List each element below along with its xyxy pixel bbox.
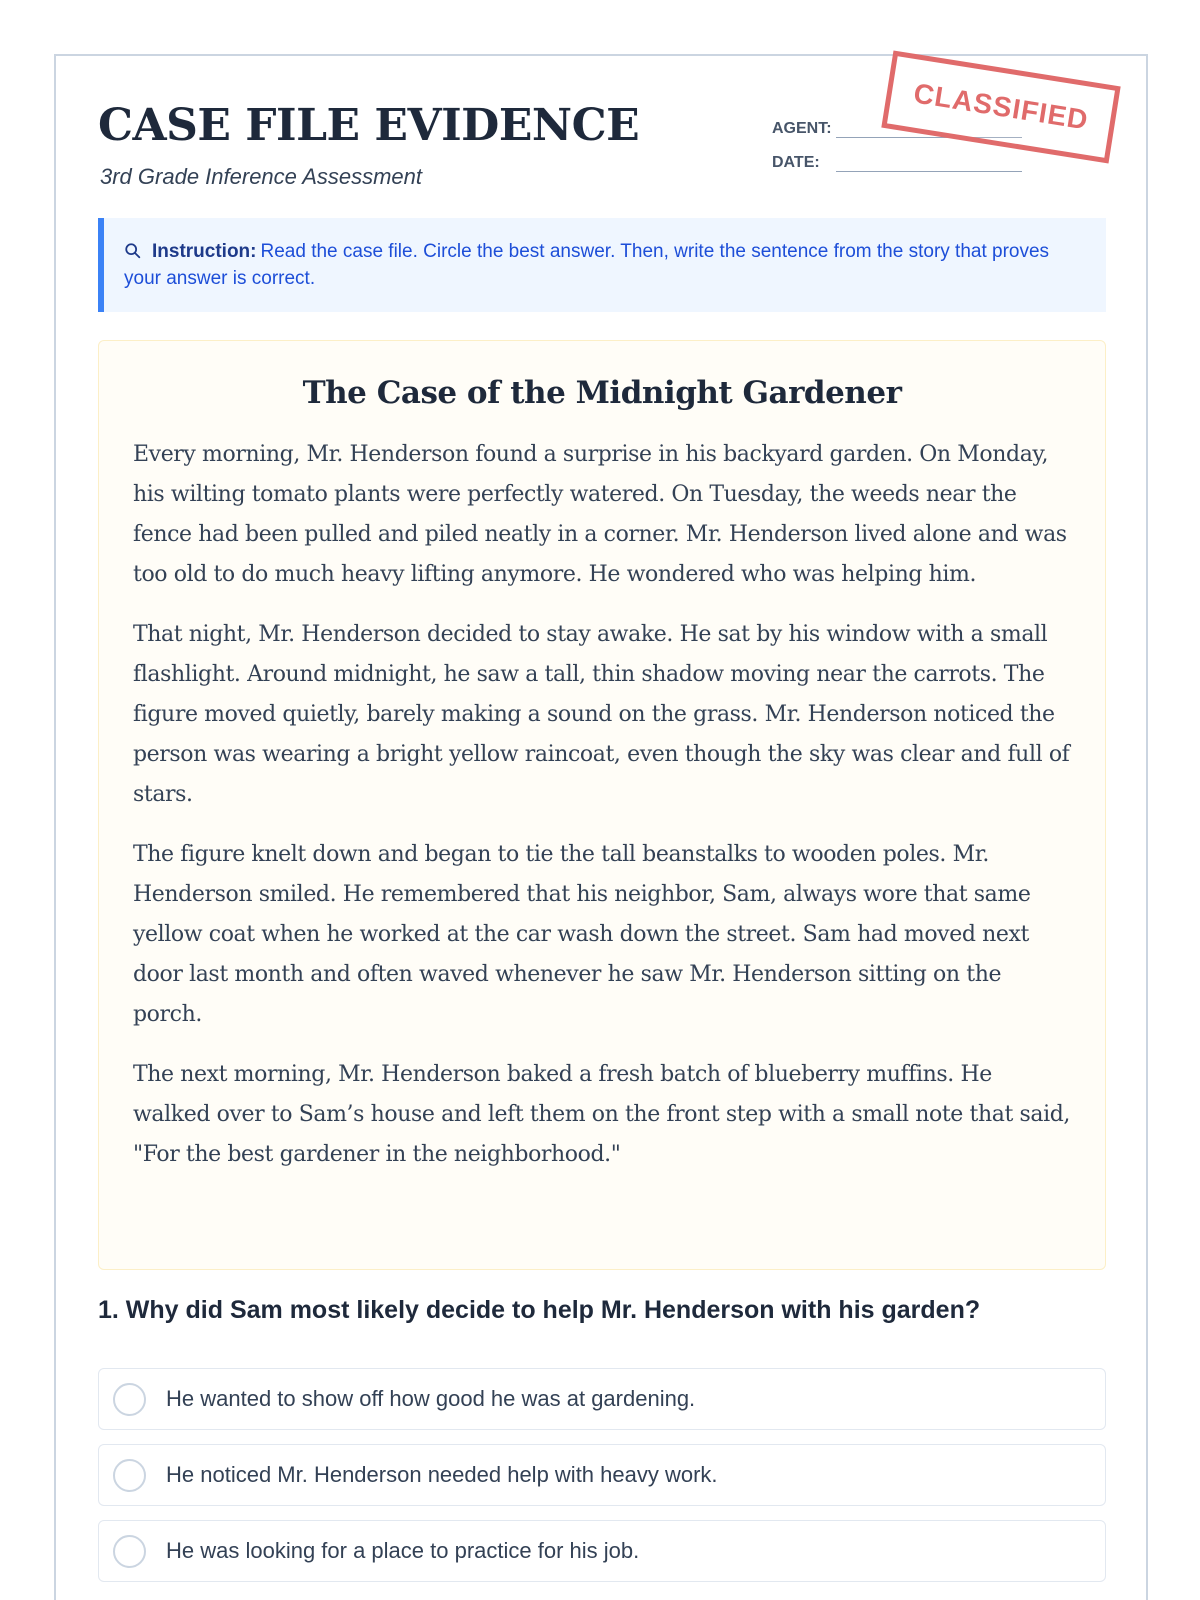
worksheet-page xyxy=(54,54,1148,1600)
answer-text: He was looking for a place to practice for his job. xyxy=(166,1538,640,1563)
answer-option-a[interactable] xyxy=(98,1368,1106,1430)
answer-option-c[interactable] xyxy=(98,1520,1106,1582)
search-icon xyxy=(124,242,142,260)
date-label: DATE: xyxy=(772,154,820,171)
story-paragraph: Every morning, Mr. Henderson found a surprise in his backyard garden. On Monday, his wilting tomato plants were perfectly watered. On Tuesday, the weeds near the fence had been pulled and piled neatly in a corner. Mr. Henderson lived alone and was too old to do much heavy lifting anymore. He wondered who was helping him. xyxy=(133,442,1067,587)
answer-text: He wanted to show off how good he was at gardening. xyxy=(166,1386,696,1411)
radio-button[interactable] xyxy=(113,1459,146,1492)
answer-text: He noticed Mr. Henderson needed help with heavy work. xyxy=(166,1462,718,1487)
story-paragraph: The figure knelt down and began to tie the tall beanstalks to wooden poles. Mr. Henderson smiled. He remembered that his neighbor, Sam, always wore that same yellow coat when he worked at the car wash down the street. Sam had moved next door last month and often waved whenever he saw Mr. Henderson sitting on the porch. xyxy=(133,842,1031,1027)
answer-options xyxy=(98,1368,1106,1596)
radio-button[interactable] xyxy=(113,1383,146,1416)
story-card xyxy=(98,340,1106,1270)
instruction-box xyxy=(98,218,1106,312)
page-subtitle: 3rd Grade Inference Assessment xyxy=(100,164,423,189)
classified-stamp: CLASSIFIED xyxy=(881,50,1120,163)
agent-label: AGENT: xyxy=(772,120,832,137)
answer-option-b[interactable] xyxy=(98,1444,1106,1506)
instruction-label: Instruction: xyxy=(152,241,257,262)
story-paragraph: The next morning, Mr. Henderson baked a fresh batch of blueberry muffins. He walked over to Sam’s house and left them on the front step with a small note that said, "For the best gardener in the neighborhood." xyxy=(133,1062,1071,1167)
instruction-text: Read the case file. Circle the best answer. Then, write the sentence from the story that proves your answer is correct. xyxy=(124,241,1050,289)
radio-button[interactable] xyxy=(113,1535,146,1568)
story-paragraph: That night, Mr. Henderson decided to stay awake. He sat by his window with a small flashlight. Around midnight, he saw a tall, thin shadow moving near the carrots. The figure moved quietly, barely making a sound on the grass. Mr. Henderson noticed the person was wearing a bright yellow raincoat, even though the sky was clear and full of stars. xyxy=(133,622,1070,807)
question-1: 1. Why did Sam most likely decide to help Mr. Henderson with his garden? xyxy=(98,1296,981,1324)
date-field[interactable] xyxy=(836,152,1022,172)
story-title: The Case of the Midnight Gardener xyxy=(302,375,902,411)
page-title: CASE FILE EVIDENCE xyxy=(98,100,640,151)
